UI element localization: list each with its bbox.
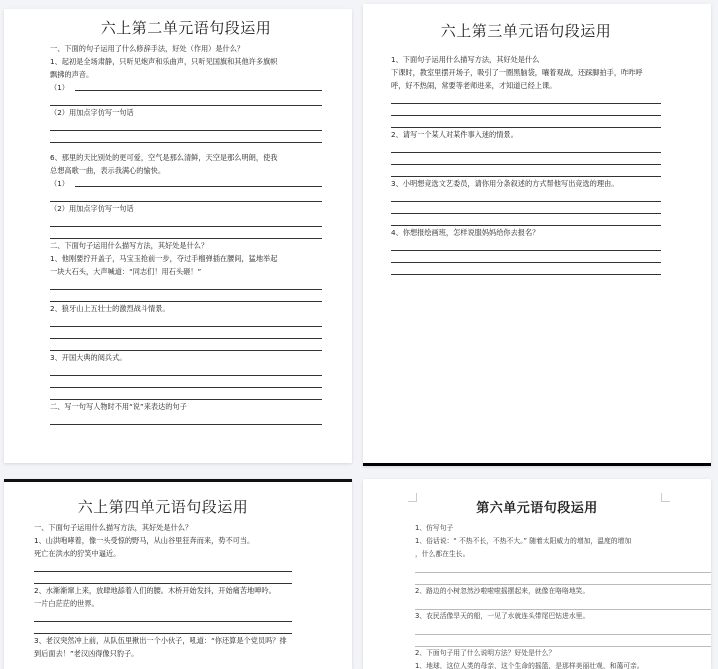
question-text: 一、下面句子运用什么描写方法，其好处是什么？ <box>34 523 193 532</box>
answer-line[interactable] <box>50 338 322 339</box>
question-text: 到后面去！”老汉凶得像只豹子。 <box>34 649 139 658</box>
question-text: 2、请写一个某人对某件事入迷的情景。 <box>391 130 518 139</box>
question-text: 死亡在洪水的狞笑中逼近。 <box>34 549 121 558</box>
answer-line[interactable] <box>391 201 661 202</box>
worksheet-page-unit-4[interactable] <box>4 479 352 669</box>
answer-line[interactable] <box>75 186 322 187</box>
worksheet-page-unit-3[interactable] <box>363 4 711 466</box>
answer-line[interactable] <box>50 326 322 327</box>
question-text: 2、路边的小树忽然沙啦啦啦摇摆起来，就像在咯咯地笑。 <box>415 587 590 595</box>
answer-line[interactable] <box>391 213 661 214</box>
answer-line[interactable] <box>391 103 661 104</box>
answer-line[interactable] <box>391 250 661 251</box>
answer-line[interactable] <box>50 289 322 290</box>
question-text: 总想高歌一曲，表示我满心的愉快。 <box>50 166 166 175</box>
answer-line[interactable] <box>391 115 661 116</box>
question-text: 一、下面的句子运用了什么修辞手法，好处（作用）是什么？ <box>50 44 245 53</box>
answer-line[interactable] <box>34 571 292 572</box>
question-text: ，什么都在生长。 <box>415 550 470 558</box>
page-title: 六上第四单元语句段运用 <box>77 498 249 516</box>
question-text: 2、水渐渐窜上来，放肆地舔着人们的腰。木桥开始发抖，开始痛苦地呻吟。 <box>34 586 276 595</box>
question-text: 飘拂的声音。 <box>50 70 94 79</box>
question-text: 2、狼牙山上五壮士的激烈战斗情景。 <box>50 304 170 313</box>
answer-row <box>50 177 322 190</box>
answer-label: （1） <box>50 179 69 188</box>
question-text: 呼，好不热闹，常要等老师进来，才知道已经上课。 <box>391 81 557 90</box>
spacer <box>391 45 661 53</box>
question-text: 1、地球，这位人类的母亲，这个生命的摇篮，是那样美丽壮观，和蔼可亲。 <box>415 662 644 669</box>
question-text: 1、仿写句子 <box>415 524 454 532</box>
page-title: 六上第三单元语句段运用 <box>440 22 612 40</box>
answer-line[interactable] <box>391 262 661 263</box>
question-text: 二、写一句写人物时不用“说”来表达的句子 <box>50 402 187 411</box>
question-text: 下课时，教室里摆开场子，吸引了一圈黑脑袋，嚷着观战，还踩脚拍手，咋咋呼 <box>391 68 643 77</box>
answer-line[interactable] <box>75 90 322 91</box>
question-text: （2）用加点字仿写一句话 <box>50 108 134 117</box>
question-text: 3、开国大典的阅兵式。 <box>50 353 127 362</box>
answer-line[interactable] <box>50 375 322 376</box>
page-corner-mark <box>408 493 417 502</box>
answer-line[interactable] <box>50 226 322 227</box>
answer-line[interactable] <box>391 274 661 275</box>
answer-line[interactable] <box>391 152 661 153</box>
answer-line[interactable] <box>50 424 322 425</box>
question-text: 3、小明想竞选文艺委员，请你用分条叙述的方式帮他写出竞选的理由。 <box>391 179 619 188</box>
worksheet-page-unit-2[interactable] <box>4 9 352 463</box>
question-text: 1、下面句子运用什么描写方法，其好处是什么 <box>391 55 540 64</box>
page-corner-mark <box>661 493 670 502</box>
answer-row <box>50 81 322 94</box>
question-text: 二、下面句子运用什么描写方法，其好处是什么？ <box>50 241 209 250</box>
page-title: 六上第二单元语句段运用 <box>100 19 272 37</box>
answer-line[interactable] <box>415 572 711 573</box>
answer-line[interactable] <box>391 164 661 165</box>
answer-label: （1） <box>50 83 69 92</box>
answer-line[interactable] <box>50 130 322 131</box>
question-text: 3、农民活像旱天的船，一见了水就连头带尾巴钻进水里。 <box>415 612 590 620</box>
worksheet-page-unit-6[interactable] <box>363 479 711 669</box>
question-text: 1、山洪咆哮着，像一头受惊的野马，从山谷里狂奔而来，势不可当。 <box>34 536 255 545</box>
answer-line[interactable] <box>50 387 322 388</box>
question-text: 1、俗话说：“ 不热不长，不热不大。” 随着太阳威力的增加，温度的增加 <box>415 537 632 545</box>
answer-line[interactable] <box>34 621 292 622</box>
answer-line[interactable] <box>415 634 711 635</box>
question-text: 4、你想报绘画班，怎样说服妈妈给你去报名？ <box>391 228 540 237</box>
question-text: （2）用加点字仿写一句话 <box>50 204 134 213</box>
question-text: 3、老汉突然冲上前，从队伍里揪出一个小伙子，吼道：“你还算是个党员吗？排 <box>34 636 287 645</box>
spacer <box>50 143 322 151</box>
question-text: 1、起初是全场肃静，只听见炮声和乐曲声，只听见国旗和其他许多旗帜 <box>50 57 278 66</box>
question-text: 一片白茫茫的世界。 <box>34 599 99 608</box>
question-text: 一块大石头，大声喊道：“同志们！用石头砸！” <box>50 267 202 276</box>
question-text: 6、那里的天比别处的更可爱，空气是那么清鲜，天空是那么明朗，使我 <box>50 153 278 162</box>
page-title: 第六单元语句段运用 <box>476 501 598 516</box>
question-text: 2、下面句子用了什么说明方法？好处是什么？ <box>415 649 556 657</box>
question-text: 1、他刚要拧开盖子，马宝玉抢前一步，夺过手榴弹插在腰间，猛地举起 <box>50 254 278 263</box>
